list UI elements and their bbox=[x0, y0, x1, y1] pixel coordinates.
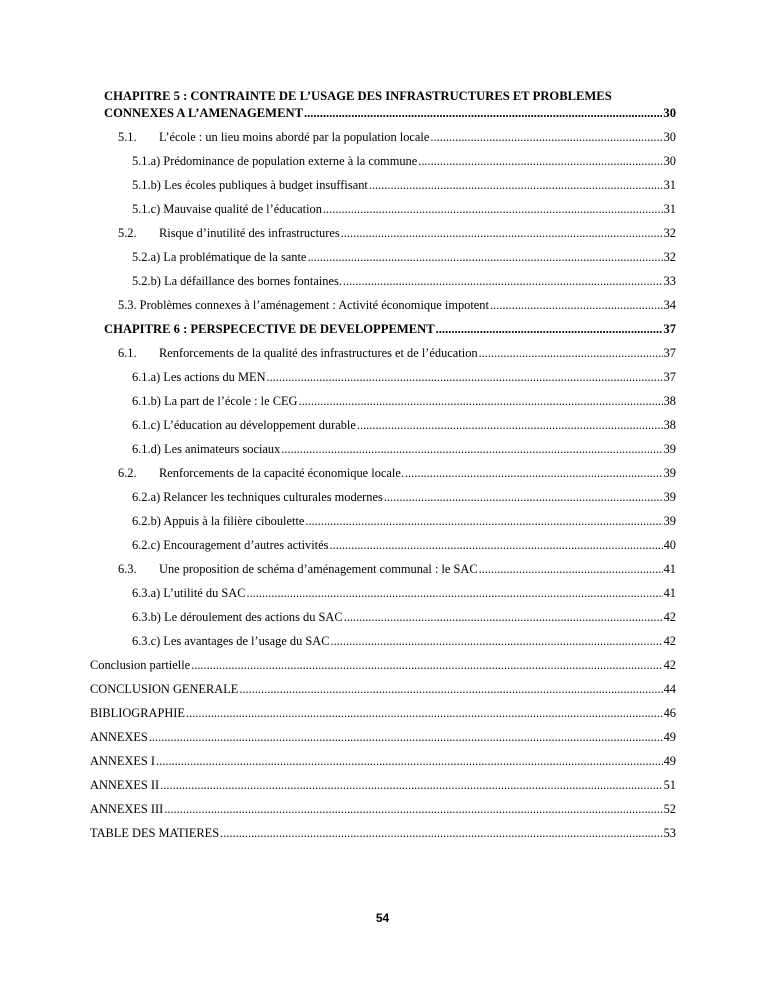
entry-title: 6.1.a) Les actions du MEN bbox=[132, 370, 266, 384]
toc-entry-5-2-a[interactable] bbox=[90, 249, 676, 265]
leader-dots bbox=[307, 249, 662, 265]
page-number: 52 bbox=[663, 802, 676, 816]
section-number: 6.1. bbox=[118, 346, 137, 360]
toc-entry-6-1-c[interactable] bbox=[90, 417, 676, 433]
entry-title: ANNEXES III bbox=[90, 802, 164, 816]
section-number: 6.2. bbox=[118, 466, 137, 480]
chapter-5-heading-line1[interactable]: CHAPITRE 5 : CONTRAINTE DE L’USAGE DES INFRASTRUCTURES ET PROBLEMES bbox=[104, 89, 612, 103]
leader-dots bbox=[329, 537, 662, 553]
entry-title: 6.1.d) Les animateurs sociaux bbox=[132, 442, 281, 456]
leader-dots bbox=[369, 177, 663, 193]
page-number: 49 bbox=[663, 730, 676, 744]
entry-title: L’école : un lieu moins abordé par la population locale bbox=[159, 130, 430, 144]
section-number: 6.3. bbox=[118, 562, 137, 576]
page-number: 38 bbox=[663, 394, 676, 408]
page-number: 33 bbox=[663, 274, 676, 288]
entry-title: ANNEXES bbox=[90, 730, 148, 744]
leader-dots bbox=[490, 297, 663, 313]
leader-dots bbox=[239, 681, 662, 697]
leader-dots bbox=[357, 417, 663, 433]
toc-entry-6-3[interactable] bbox=[90, 561, 676, 577]
leader-dots bbox=[331, 633, 663, 649]
entry-title: 6.2.b) Appuis à la filière ciboulette bbox=[132, 514, 305, 528]
page-number: 32 bbox=[663, 226, 676, 240]
page-number: 30 bbox=[663, 154, 676, 168]
toc-entry-conclusion-generale[interactable] bbox=[90, 681, 676, 697]
toc-entry-annexes-iii[interactable] bbox=[90, 801, 676, 817]
page-number: 31 bbox=[663, 202, 676, 216]
page-number: 39 bbox=[663, 442, 676, 456]
leader-dots bbox=[344, 609, 663, 625]
leader-dots bbox=[479, 561, 663, 577]
table-of-contents bbox=[90, 88, 676, 841]
leader-dots bbox=[149, 729, 663, 745]
page-number: 30 bbox=[663, 130, 676, 144]
page-number: 49 bbox=[663, 754, 676, 768]
toc-entry-6-3-a[interactable] bbox=[90, 585, 676, 601]
page-number: 41 bbox=[663, 586, 676, 600]
toc-entry-annexes-ii[interactable] bbox=[90, 777, 676, 793]
toc-entry-6-1-a[interactable] bbox=[90, 369, 676, 385]
page-number: 34 bbox=[663, 298, 676, 312]
leader-dots bbox=[343, 273, 663, 289]
leader-dots bbox=[281, 441, 662, 457]
leader-dots bbox=[418, 153, 662, 169]
entry-title: 6.1.b) La part de l’école : le CEG bbox=[132, 394, 298, 408]
toc-entry-5-1[interactable] bbox=[90, 129, 676, 145]
page-number: 39 bbox=[663, 490, 676, 504]
page-number: 37 bbox=[663, 346, 676, 360]
leader-dots bbox=[299, 393, 663, 409]
entry-title: 6.2.a) Relancer les techniques culturales modernes bbox=[132, 490, 383, 504]
entry-title: 6.2.c) Encouragement d’autres activités bbox=[132, 538, 329, 552]
leader-dots bbox=[479, 345, 663, 361]
section-number: 5.1. bbox=[118, 130, 137, 144]
page-number: 37 bbox=[663, 322, 676, 336]
page-number: 30 bbox=[663, 106, 676, 120]
leader-dots bbox=[267, 369, 663, 385]
toc-entry-6-3-b[interactable] bbox=[90, 609, 676, 625]
toc-entry-annexes-i[interactable] bbox=[90, 753, 676, 769]
entry-title: Conclusion partielle bbox=[90, 658, 191, 672]
entry-title: Risque d’inutilité des infrastructures bbox=[159, 226, 340, 240]
leader-dots bbox=[191, 657, 662, 673]
toc-entry-table-des-matieres[interactable] bbox=[90, 825, 676, 841]
leader-dots bbox=[160, 777, 662, 793]
leader-dots bbox=[246, 585, 662, 601]
entry-title: 5.2.a) La problématique de la sante bbox=[132, 250, 307, 264]
toc-entry-5-3[interactable] bbox=[90, 297, 676, 313]
entry-title: 6.3.c) Les avantages de l’usage du SAC bbox=[132, 634, 330, 648]
page-number: 46 bbox=[663, 706, 676, 720]
toc-entry-6-1-b[interactable] bbox=[90, 393, 676, 409]
entry-title: CONCLUSION GENERALE bbox=[90, 682, 239, 696]
toc-entry-5-2-b[interactable] bbox=[90, 273, 676, 289]
page-number: 42 bbox=[663, 634, 676, 648]
entry-title: 6.3.b) Le déroulement des actions du SAC bbox=[132, 610, 343, 624]
page-number: 42 bbox=[663, 658, 676, 672]
entry-title: 5.1.b) Les écoles publiques à budget insuffisant bbox=[132, 178, 368, 192]
entry-title: 6.1.c) L’éducation au développement durable bbox=[132, 418, 356, 432]
entry-title: 5.3. Problèmes connexes à l’aménagement : Activité économique impotent bbox=[118, 298, 489, 312]
toc-entry-6-2[interactable] bbox=[90, 465, 676, 481]
toc-entry-6-3-c[interactable] bbox=[90, 633, 676, 649]
page-number: 39 bbox=[663, 466, 676, 480]
chapter-5-heading-line2: CONNEXES A L’AMENAGEMENT bbox=[104, 106, 303, 120]
page-number: 38 bbox=[663, 418, 676, 432]
toc-entry-5-1-c[interactable] bbox=[90, 201, 676, 217]
page-number: 42 bbox=[663, 610, 676, 624]
page-number: 32 bbox=[663, 250, 676, 264]
leader-dots bbox=[323, 201, 663, 217]
entry-title: 5.1.a) Prédominance de population externe à la commune bbox=[132, 154, 418, 168]
entry-title: Une proposition de schéma d’aménagement communal : le SAC bbox=[159, 562, 478, 576]
leader-dots bbox=[405, 465, 663, 481]
page-number: 51 bbox=[663, 778, 676, 792]
entry-title: BIBLIOGRAPHIE bbox=[90, 706, 185, 720]
toc-entry-6-1[interactable] bbox=[90, 345, 676, 361]
leader-dots bbox=[304, 105, 662, 121]
entry-title: 6.3.a) L’utilité du SAC bbox=[132, 586, 246, 600]
leader-dots bbox=[186, 705, 663, 721]
page-number: 44 bbox=[663, 682, 676, 696]
chapter-6-heading[interactable] bbox=[90, 321, 676, 337]
toc-entry-bibliographie[interactable] bbox=[90, 705, 676, 721]
toc-entry-5-2[interactable] bbox=[90, 225, 676, 241]
leader-dots bbox=[436, 321, 663, 337]
entry-title: TABLE DES MATIERES bbox=[90, 826, 220, 840]
entry-title: 5.2.b) La défaillance des bornes fontaines. bbox=[132, 274, 342, 288]
entry-title: ANNEXES I bbox=[90, 754, 156, 768]
leader-dots bbox=[341, 225, 663, 241]
page-footer-number: 54 bbox=[375, 911, 390, 925]
toc-entry-6-2-a[interactable] bbox=[90, 489, 676, 505]
page-number: 39 bbox=[663, 514, 676, 528]
section-number: 5.2. bbox=[118, 226, 137, 240]
toc-entry-5-1-a[interactable] bbox=[90, 153, 676, 169]
entry-title: 5.1.c) Mauvaise qualité de l’éducation bbox=[132, 202, 322, 216]
entry-title: Renforcements de la capacité économique locale. bbox=[159, 466, 404, 480]
leader-dots bbox=[220, 825, 663, 841]
toc-entry-5-1-b[interactable] bbox=[90, 177, 676, 193]
toc-entry-annexes[interactable] bbox=[90, 729, 676, 745]
entry-title: ANNEXES II bbox=[90, 778, 160, 792]
page-number: 31 bbox=[663, 178, 676, 192]
leader-dots bbox=[164, 801, 662, 817]
toc-entry-6-2-c[interactable] bbox=[90, 537, 676, 553]
chapter-6-title: CHAPITRE 6 : PERSPECECTIVE DE DEVELOPPEMENT bbox=[104, 322, 435, 336]
leader-dots bbox=[384, 489, 663, 505]
page-number: 41 bbox=[663, 562, 676, 576]
toc-entry-6-2-b[interactable] bbox=[90, 513, 676, 529]
leader-dots bbox=[305, 513, 662, 529]
page-number: 53 bbox=[663, 826, 676, 840]
toc-entry-conclusion-partielle[interactable] bbox=[90, 657, 676, 673]
toc-entry-6-1-d[interactable] bbox=[90, 441, 676, 457]
chapter-5-heading[interactable] bbox=[90, 105, 676, 121]
page-number: 40 bbox=[663, 538, 676, 552]
entry-title: Renforcements de la qualité des infrastructures et de l’éducation bbox=[159, 346, 478, 360]
leader-dots bbox=[430, 129, 662, 145]
leader-dots bbox=[156, 753, 663, 769]
page-number: 37 bbox=[663, 370, 676, 384]
